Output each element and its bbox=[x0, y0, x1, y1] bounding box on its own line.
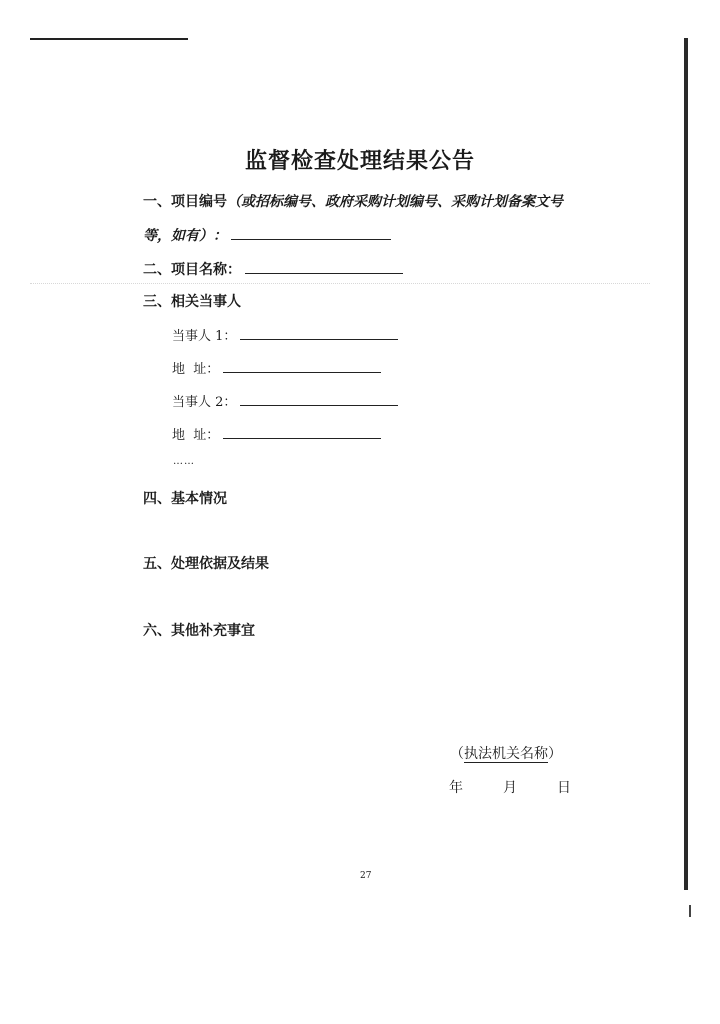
party-2-row bbox=[172, 391, 398, 410]
section-1-label: 一、项目编号 bbox=[143, 194, 227, 210]
address-1-label: 地 址： bbox=[172, 362, 220, 377]
address-2-row bbox=[172, 424, 381, 443]
section-project-name bbox=[143, 259, 403, 279]
address-1-field[interactable] bbox=[223, 358, 381, 373]
address-2-field[interactable] bbox=[223, 424, 381, 439]
date-line bbox=[449, 777, 571, 797]
more-parties-ellipsis: …… bbox=[173, 456, 195, 467]
scan-edge-mark bbox=[689, 905, 691, 917]
section-3-label: 三、相关当事人 bbox=[143, 294, 241, 310]
address-1-row bbox=[172, 358, 381, 377]
scan-noise-line bbox=[30, 283, 650, 284]
top-rule bbox=[30, 38, 188, 40]
section-1-note: （或招标编号、政府采购计划编号、采购计划备案文号 bbox=[227, 194, 563, 210]
authority-close-paren: ） bbox=[548, 746, 562, 762]
project-number-field[interactable] bbox=[231, 225, 391, 240]
project-name-field[interactable] bbox=[245, 259, 403, 274]
section-project-number-cont bbox=[143, 225, 391, 245]
party-1-row bbox=[172, 325, 398, 344]
party-2-label: 当事人 2： bbox=[172, 395, 237, 410]
party-1-label: 当事人 1： bbox=[172, 329, 237, 344]
enforcement-authority bbox=[450, 743, 562, 763]
authority-name: 执法机关名称 bbox=[464, 746, 548, 762]
section-2-label: 二、项目名称： bbox=[143, 262, 241, 278]
date-month: 月 bbox=[503, 780, 517, 796]
party-1-field[interactable] bbox=[240, 325, 398, 340]
section-4-label: 四、基本情况 bbox=[143, 491, 227, 507]
date-year: 年 bbox=[449, 780, 463, 796]
page-number: 27 bbox=[360, 871, 372, 881]
party-2-field[interactable] bbox=[240, 391, 398, 406]
document-title: 监督检查处理结果公告 bbox=[244, 148, 475, 174]
date-day: 日 bbox=[557, 780, 571, 796]
section-6-label: 六、其他补充事宜 bbox=[143, 623, 255, 639]
authority-open-paren: （ bbox=[450, 746, 464, 762]
section-1-note-cont: 等，如有）： bbox=[143, 228, 227, 244]
section-5-label: 五、处理依据及结果 bbox=[143, 556, 269, 572]
address-2-label: 地 址： bbox=[172, 428, 220, 443]
section-project-number bbox=[143, 191, 563, 211]
